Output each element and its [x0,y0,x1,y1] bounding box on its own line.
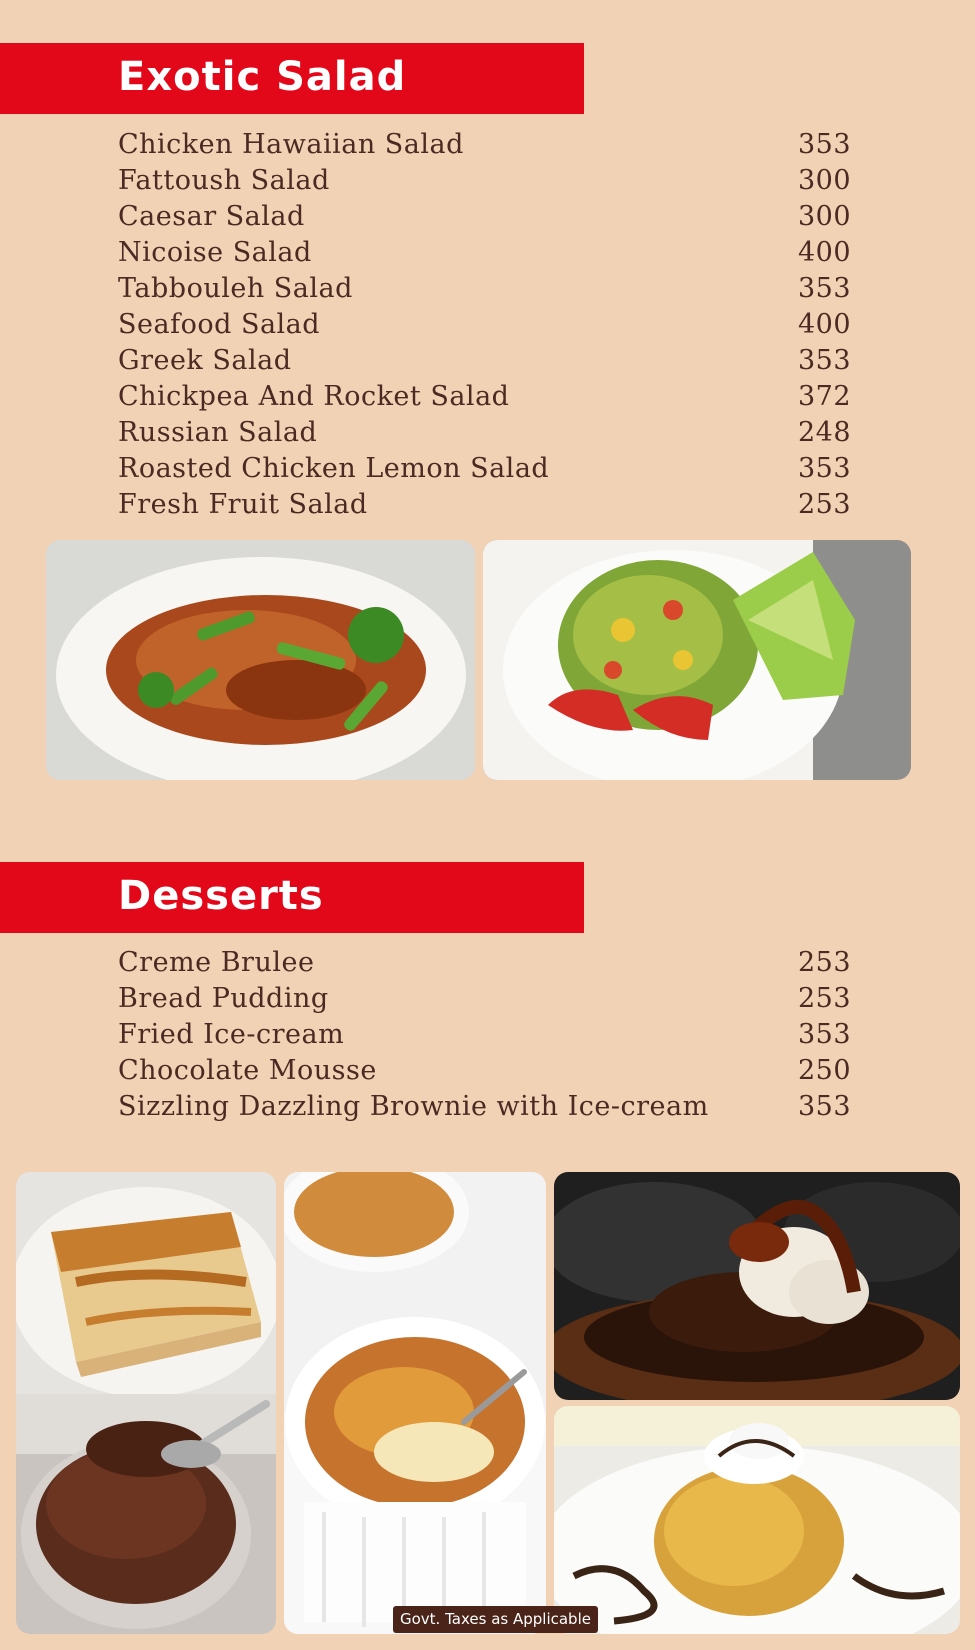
salad-section-banner [0,43,584,114]
sizzling-brownie-photo [554,1172,960,1400]
menu-item [118,1088,858,1124]
salad-section-title: Exotic Salad [118,54,407,100]
menu-item [118,342,858,378]
menu-item [118,1052,858,1088]
desserts-section-title: Desserts [118,873,324,919]
chocolate-mousse-photo [16,1394,276,1634]
item-name: Bread Pudding [118,982,329,1014]
menu-item [118,198,858,234]
chicken-salad-photo [46,540,475,780]
menu-item [118,378,858,414]
item-price: 248 [798,416,852,448]
menu-item [118,450,858,486]
item-name: Roasted Chicken Lemon Salad [118,452,550,484]
taxes-note: Govt. Taxes as Applicable [393,1606,598,1633]
tabbouleh-salad-photo [483,540,911,780]
item-name: Russian Salad [118,416,318,448]
item-price: 353 [798,128,852,160]
item-name: Creme Brulee [118,946,315,978]
item-name: Chickpea And Rocket Salad [118,380,510,412]
menu-item [118,1016,858,1052]
fried-ice-cream-photo [554,1406,960,1634]
item-price: 372 [798,380,852,412]
salad-menu-list [118,126,858,522]
item-name: Caesar Salad [118,200,305,232]
item-price: 300 [798,164,852,196]
item-price: 253 [798,946,852,978]
item-name: Fresh Fruit Salad [118,488,368,520]
menu-item [118,270,858,306]
desserts-section-banner [0,862,584,933]
item-name: Greek Salad [118,344,292,376]
menu-item [118,486,858,522]
item-price: 353 [798,272,852,304]
item-name: Tabbouleh Salad [118,272,353,304]
item-price: 253 [798,982,852,1014]
menu-item [118,162,858,198]
menu-item [118,980,858,1016]
item-name: Chocolate Mousse [118,1054,377,1086]
menu-item [118,944,858,980]
item-name: Sizzling Dazzling Brownie with Ice-cream [118,1090,709,1122]
menu-item [118,234,858,270]
item-price: 353 [798,344,852,376]
item-price: 300 [798,200,852,232]
item-name: Fried Ice-cream [118,1018,345,1050]
item-price: 353 [798,1090,852,1122]
menu-item [118,126,858,162]
bread-pudding-photo [16,1172,276,1394]
menu-item [118,414,858,450]
desserts-menu-list [118,944,858,1124]
item-price: 353 [798,452,852,484]
item-price: 353 [798,1018,852,1050]
item-name: Chicken Hawaiian Salad [118,128,464,160]
item-price: 400 [798,236,852,268]
item-price: 400 [798,308,852,340]
item-price: 253 [798,488,852,520]
item-name: Seafood Salad [118,308,321,340]
creme-brulee-photo [284,1172,546,1634]
item-name: Fattoush Salad [118,164,330,196]
menu-item [118,306,858,342]
item-price: 250 [798,1054,852,1086]
item-name: Nicoise Salad [118,236,312,268]
